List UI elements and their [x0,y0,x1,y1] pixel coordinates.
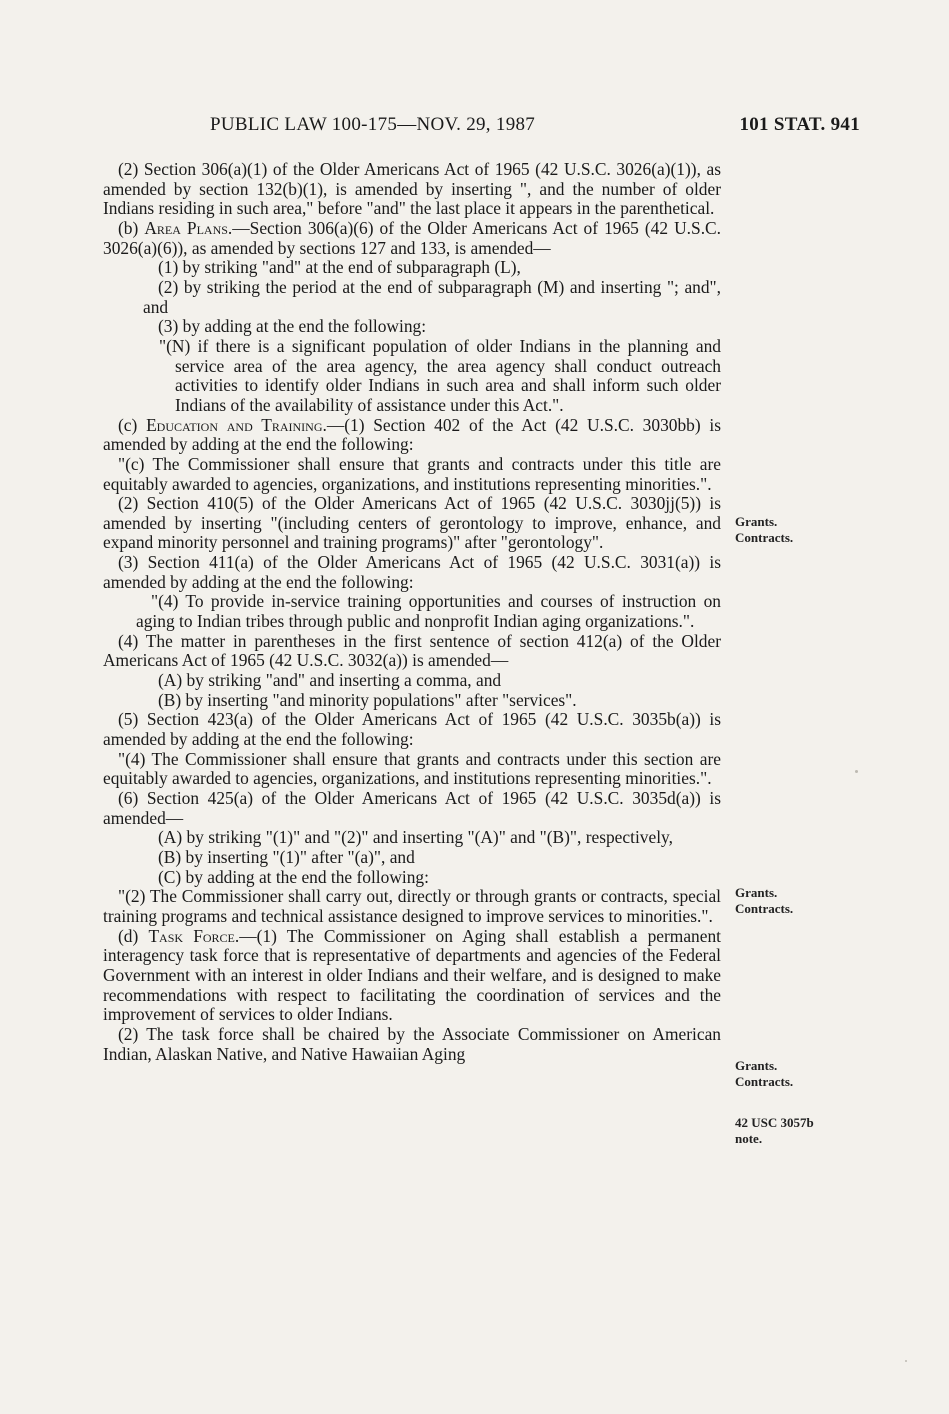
paragraph-label: (d) [118,925,149,946]
header-stat-citation: 101 STAT. 941 [739,114,860,135]
section-heading: Education and Training [146,414,323,435]
paragraph [103,337,721,416]
paragraph-text: (4) The matter in parentheses in the first sentence of section 412(a) of the Older Americans Act of 1965 (42 U.S.C. 3032(a)) is amended— [103,630,721,671]
paragraph [103,219,721,258]
margin-note-line: Contracts. [735,530,794,545]
margin-note-line: note. [735,1131,763,1146]
margin-note-line: Grants. [735,514,778,529]
margin-note-usc-citation [735,1115,814,1147]
paragraph [103,710,721,749]
paragraph-label: (b) [118,217,145,238]
margin-note-line: Contracts. [735,1074,794,1089]
paragraph [103,455,721,494]
paragraph [103,887,721,926]
margin-note-grants-contracts-3 [735,1058,793,1090]
paragraph [103,317,721,337]
paragraph [103,416,721,455]
paragraph-label: (c) [118,414,147,435]
paragraph-text: .—Section 306(a)(6) of the Older Americans Act of 1965 (42 U.S.C. 3026(a)(6)), as amended by sections 127 and 133, is amended— [103,217,721,258]
scan-speck [905,1360,907,1362]
paragraph [103,1025,721,1064]
paragraph-text: (2) Section 306(a)(1) of the Older Americans Act of 1965 (42 U.S.C. 3026(a)(1)), as amended by section 132(b)(1), is amended by inserting ", and the number of older Indians residing in such area," before "and" the last place it appears in the parenthetical. [103,159,721,219]
paragraph-text: (5) Section 423(a) of the Older Americans Act of 1965 (42 U.S.C. 3035b(a)) is amended by adding at the end the following: [103,709,721,750]
margin-note-grants-contracts-1 [735,514,793,546]
paragraph [103,927,721,1025]
paragraph [103,750,721,789]
scan-speck [855,770,858,773]
paragraph-text: "(4) The Commissioner shall ensure that grants and contracts under this section are equitably awarded to agencies, organizations, and institutions representing minorities.". [103,748,721,789]
paragraph [103,494,721,553]
paragraph [103,592,721,631]
paragraph-text: (2) The task force shall be chaired by the Associate Commissioner on American Indian, Alaskan Native, and Native Hawaiian Aging [103,1023,721,1064]
paragraph-text: (A) by striking "(1)" and "(2)" and inserting "(A)" and "(B)", respectively, [158,827,673,848]
paragraph [103,828,721,848]
paragraph [103,278,721,317]
paragraph-text: (1) by striking "and" at the end of subparagraph (L), [158,257,521,278]
paragraph-text: .—(1) The Commissioner on Aging shall establish a permanent interagency task force that is representative of departments and agencies of the Federal Government with an interest in older Indians and their welfare, and is designed to make recommendations with respect to facilitating the coordination of services and the improvement of services to older Indians. [103,925,721,1025]
page-header [100,114,860,144]
paragraph-text: (A) by striking "and" and inserting a comma, and [158,670,502,691]
section-heading: Task Force [148,925,235,946]
paragraph-text: (C) by adding at the end the following: [158,866,429,887]
margin-note-line: 42 USC 3057b [735,1115,814,1130]
paragraph [103,691,721,711]
paragraph [103,848,721,868]
header-title: PUBLIC LAW 100-175—NOV. 29, 1987 [210,114,536,135]
paragraph-text: .—(1) Section 402 of the Act (42 U.S.C. 3030bb) is amended by adding at the end the following: [103,414,721,455]
paragraph-text: (2) by striking the period at the end of subparagraph (M) and inserting "; and", and [143,276,721,317]
body-text [103,160,721,1064]
paragraph [103,868,721,888]
paragraph [103,789,721,828]
margin-note-line: Grants. [735,885,778,900]
paragraph-text: "(4) To provide in-service training opportunities and courses of instruction on aging to Indian tribes through public and nonprofit Indian aging organizations.". [136,591,721,632]
margin-note-grants-contracts-2 [735,885,793,917]
paragraph-text: "(N) if there is a significant population of older Indians in the planning and service area of the area agency, the area agency shall conduct outreach activities to identify older Indians in such area and shall inform such older Indians of the availability of assistance under this Act.". [159,335,721,415]
paragraph-text: (6) Section 425(a) of the Older Americans Act of 1965 (42 U.S.C. 3035d(a)) is amended— [103,788,721,828]
section-heading: Area Plans [144,217,228,238]
paragraph [103,160,721,219]
margin-note-line: Grants. [735,1058,778,1073]
paragraph [103,258,721,278]
margin-note-line: Contracts. [735,901,794,916]
paragraph [103,671,721,691]
paragraph-text: "(2) The Commissioner shall carry out, directly or through grants or contracts, special training programs and technical assistance designed to improve services to minorities.". [103,886,721,926]
paragraph [103,553,721,592]
paragraph-text: (3) Section 411(a) of the Older Americans Act of 1965 (42 U.S.C. 3031(a)) is amended by adding at the end the following: [103,552,721,592]
paragraph-text: (3) by adding at the end the following: [158,316,427,337]
paragraph-text: (B) by inserting "and minority populations" after "services". [158,689,577,710]
paragraph [103,632,721,671]
paragraph-text: (B) by inserting "(1)" after "(a)", and [158,846,415,867]
paragraph-text: (2) Section 410(5) of the Older Americans Act of 1965 (42 U.S.C. 3030jj(5)) is amended by inserting "(including centers of gerontology to improve, enhance, and expand minority personnel and training programs)" after "gerontology". [103,493,721,553]
paragraph-text: "(c) The Commissioner shall ensure that grants and contracts under this title are equitably awarded to agencies, organizations, and institutions representing minorities.". [103,453,721,494]
